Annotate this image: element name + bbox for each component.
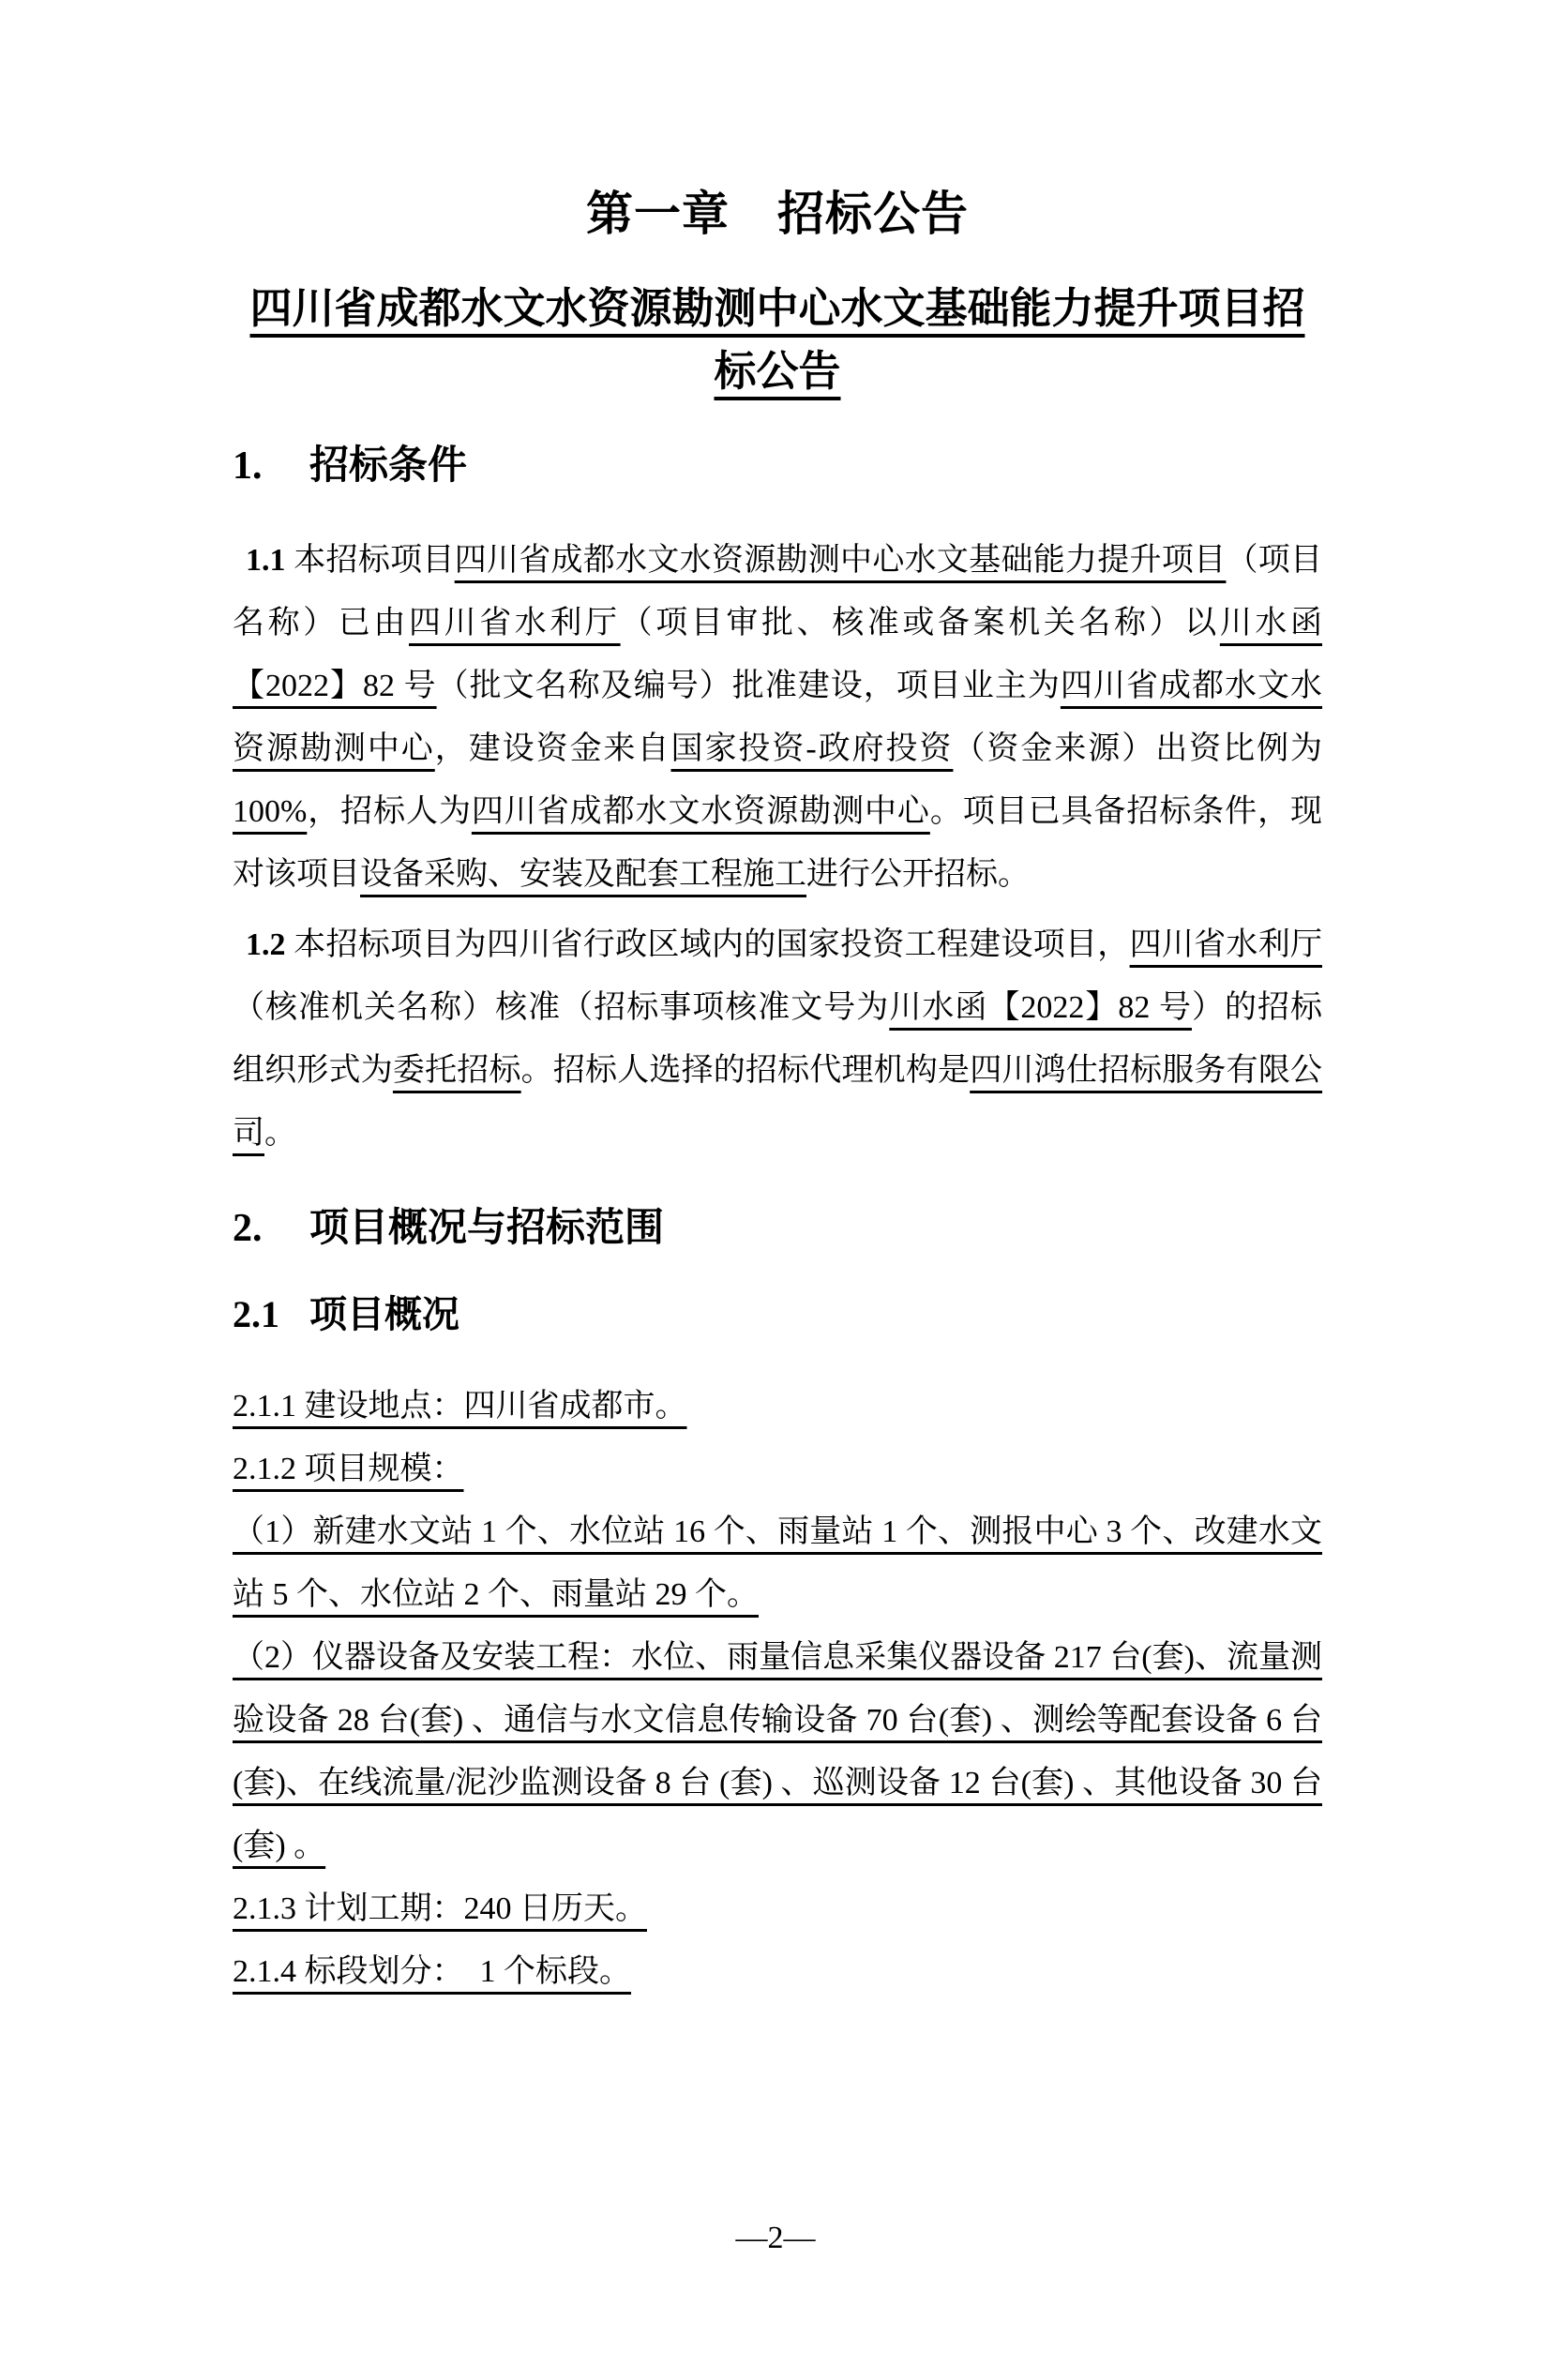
- paragraph-2-1-2: 2.1.2 项目规模：: [233, 1452, 464, 1486]
- page-number: —2—: [735, 2221, 816, 2255]
- section-1-heading: [233, 442, 1322, 490]
- paragraph-2-1-3: 2.1.3 计划工期：240 日历天。: [233, 1891, 647, 1926]
- paragraph-1-1: 1.1 本招标项目四川省成都水文水资源勘测中心水文基础能力提升项目（项目名称）已由四川省水利厅（项目审批、核准或备案机关名称）以川水函【2022】82 号（批文名称及编号）批准建设，项目业主为四川省成都水文水资源勘测中心，建设资金来自国家投资-政府投资（资金来源）出资比例为 100%，招标人为四川省成都水文水资源勘测中心。项目已具备招标条件，现对该项目设备采购、安装及配套工程施工进行公开招标。: [233, 543, 1323, 892]
- section-2-1-title: 项目概况: [309, 1294, 459, 1335]
- section-2-title: 项目概况与招标范围: [309, 1205, 665, 1249]
- section-1-title: 招标条件: [309, 443, 468, 487]
- paragraph-2-1-2-item-2: （2）仪器设备及安装工程：水位、雨量信息采集仪器设备 217 台(套)、流量测验设备 28 台(套) 、通信与水文信息传输设备 70 台(套) 、测绘等配套设备 6 台(套)、在线流量/泥沙监测设备 8 台 (套) 、巡测设备 12 台(套) 、其他设备 30 台(套) 。: [233, 1640, 1322, 1863]
- paragraph-2-1-1: 2.1.1 建设地点：四川省成都市。: [233, 1389, 687, 1423]
- paragraph-2-1-2-item-1: （1）新建水文站 1 个、水位站 16 个、雨量站 1 个、测报中心 3 个、改建水文站 5 个、水位站 2 个、雨量站 29 个。: [233, 1514, 1322, 1612]
- paragraph-2-1-4: 2.1.4 标段划分： 1 个标段。: [233, 1954, 631, 1989]
- section-2-heading: [233, 1204, 1322, 1252]
- document-content: [0, 187, 1551, 2003]
- document-page: [0, 187, 1551, 2380]
- section-2-1-number: 2.1: [233, 1293, 279, 1335]
- section-2-number: 2.: [233, 1207, 263, 1250]
- document-subtitle: 四川省成都水文水资源勘测中心水文基础能力提升项目招标公告: [249, 284, 1305, 395]
- chapter-title: 第一章 招标公告: [586, 188, 969, 240]
- section-2-1-heading: [233, 1291, 1322, 1338]
- section-1-number: 1.: [233, 444, 263, 488]
- paragraph-1-2: 1.2 本招标项目为四川省行政区域内的国家投资工程建设项目，四川省水利厅（核准机关名称）核准（招标事项核准文号为川水函【2022】82 号）的招标组织形式为委托招标。招标人选择的招标代理机构是四川鸿仕招标服务有限公司。: [233, 927, 1323, 1151]
